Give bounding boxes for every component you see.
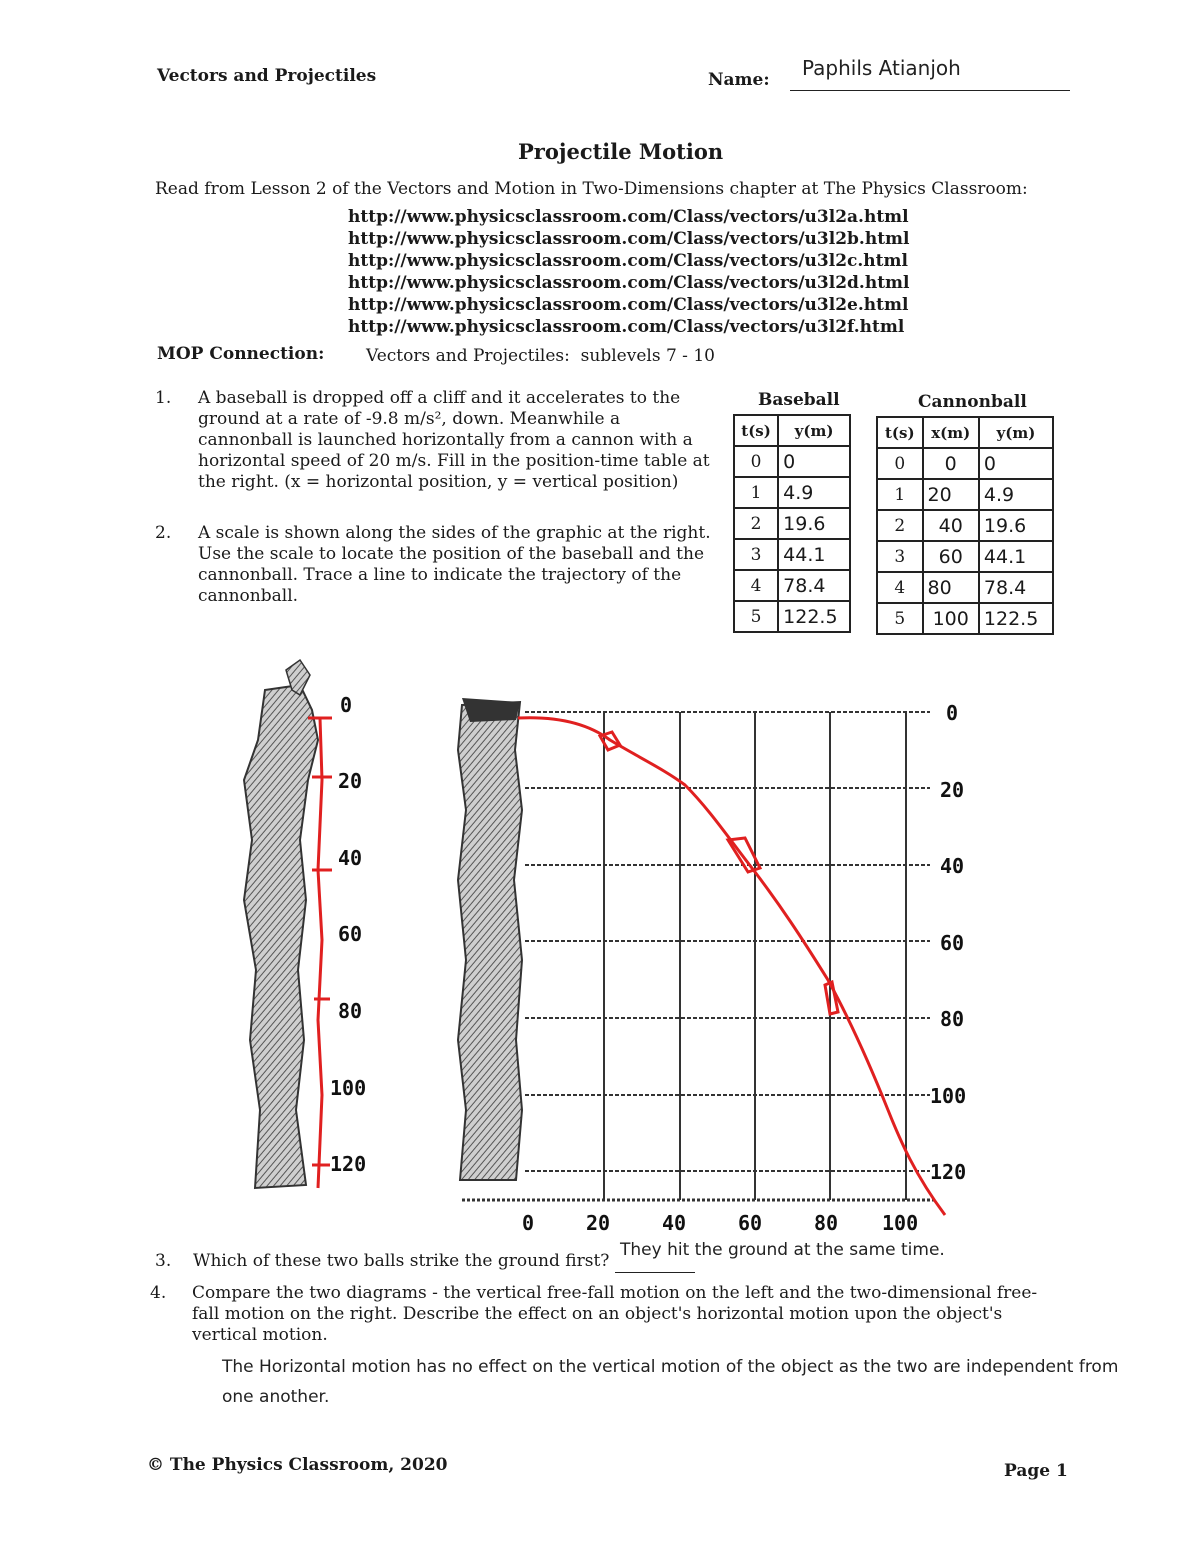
scale-label: 60 <box>940 931 965 955</box>
table-cell[interactable]: 0 <box>778 446 850 477</box>
table-cell: 3 <box>734 539 778 570</box>
q3-number: 3. <box>155 1251 172 1271</box>
table-cell[interactable]: 40 <box>923 510 979 541</box>
intro-text: Read from Lesson 2 of the Vectors and Motion in Two-Dimensions chapter at The Physics Classroom: <box>155 179 1028 199</box>
scale-label: 100 <box>882 1211 919 1235</box>
table-cell: 5 <box>734 601 778 632</box>
table-cell[interactable]: 44.1 <box>778 539 850 570</box>
table-header: y(m) <box>778 415 850 446</box>
table-cell: 2 <box>877 510 923 541</box>
baseball-trajectory[interactable] <box>308 718 332 1188</box>
q1-line: ground at a rate of -9.8 m/s², down. Meanwhile a <box>198 409 621 429</box>
page-number: Page 1 <box>1004 1461 1068 1481</box>
table-cell: 0 <box>877 448 923 479</box>
scale-label: 40 <box>338 846 363 870</box>
table-cell[interactable]: 0 <box>979 448 1053 479</box>
q4-answer-line: The Horizontal motion has no effect on the vertical motion of the object as the two are independent from <box>222 1357 1119 1377</box>
right-cliff <box>458 698 522 1180</box>
table-cell[interactable]: 122.5 <box>979 603 1053 634</box>
scale-label: 80 <box>940 1007 965 1031</box>
scale-label: 40 <box>940 854 965 878</box>
scale-label: 0 <box>946 701 959 725</box>
scale-label: 60 <box>738 1211 763 1235</box>
q3-answer[interactable]: They hit the ground at the same time. <box>620 1240 945 1260</box>
baseball-table <box>733 414 851 633</box>
table-cell[interactable]: 19.6 <box>778 508 850 539</box>
q1-text <box>198 388 710 493</box>
q2-line: cannonball. <box>198 586 299 606</box>
q3-text: Which of these two balls strike the ground first? <box>193 1251 610 1271</box>
cannonball-trajectory[interactable] <box>518 718 945 1215</box>
mop-label: MOP Connection: <box>157 344 325 364</box>
table-cell[interactable]: 60 <box>923 541 979 572</box>
table-header: t(s) <box>734 415 778 446</box>
q4-line: Compare the two diagrams - the vertical free-fall motion on the left and the two-dimensional free- <box>192 1283 1038 1303</box>
scale-label: 80 <box>814 1211 839 1235</box>
name-underline <box>790 90 1070 91</box>
table-cell: 5 <box>877 603 923 634</box>
url-link[interactable]: http://www.physicsclassroom.com/Class/vectors/u3l2a.html <box>348 207 909 227</box>
q3-underline <box>615 1272 695 1273</box>
q1-number: 1. <box>155 388 172 408</box>
header-title: Vectors and Projectiles <box>157 66 377 86</box>
left-cliff <box>244 660 318 1188</box>
table-cell[interactable]: 44.1 <box>979 541 1053 572</box>
left-scale <box>330 693 366 1176</box>
table-cell: 1 <box>734 477 778 508</box>
table-cell[interactable]: 100 <box>923 603 979 634</box>
q4-line: fall motion on the right. Describe the effect on an object's horizontal motion upon the object's <box>192 1304 1003 1324</box>
q4-text <box>192 1283 1037 1346</box>
scale-label: 20 <box>586 1211 611 1235</box>
table-header: t(s) <box>877 417 923 448</box>
grid <box>462 712 935 1200</box>
table-cell: 0 <box>734 446 778 477</box>
q1-line: cannonball is launched horizontally from a cannon with a <box>198 430 693 450</box>
url-link[interactable]: http://www.physicsclassroom.com/Class/vectors/u3l2d.html <box>348 273 910 293</box>
table-cell[interactable]: 4.9 <box>778 477 850 508</box>
table-cell: 3 <box>877 541 923 572</box>
url-link[interactable]: http://www.physicsclassroom.com/Class/vectors/u3l2c.html <box>348 251 908 271</box>
q2-number: 2. <box>155 523 172 543</box>
copyright: © The Physics Classroom, 2020 <box>147 1455 448 1475</box>
q2-line: Use the scale to locate the position of the baseball and the <box>198 544 704 564</box>
scale-label: 20 <box>338 769 363 793</box>
cannonball-table <box>876 416 1054 635</box>
table-header: y(m) <box>979 417 1053 448</box>
q4-number: 4. <box>150 1283 167 1303</box>
baseball-table-title: Baseball <box>758 390 840 410</box>
scale-label: 100 <box>930 1084 967 1108</box>
scale-label: 0 <box>522 1211 535 1235</box>
table-cell: 1 <box>877 479 923 510</box>
x-scale <box>522 1211 918 1235</box>
table-cell[interactable]: 80 <box>923 572 979 603</box>
q2-text <box>198 523 711 607</box>
table-cell[interactable]: 20 <box>923 479 979 510</box>
q4-answer-line: one another. <box>222 1387 330 1407</box>
table-cell[interactable]: 122.5 <box>778 601 850 632</box>
q1-line: the right. (x = horizontal position, y = vertical position) <box>198 472 679 492</box>
url-link[interactable]: http://www.physicsclassroom.com/Class/vectors/u3l2e.html <box>348 295 909 315</box>
table-cell[interactable]: 4.9 <box>979 479 1053 510</box>
table-cell: 2 <box>734 508 778 539</box>
scale-label: 80 <box>338 999 363 1023</box>
right-scale <box>930 701 966 1184</box>
q4-line: vertical motion. <box>192 1325 328 1345</box>
table-cell: 4 <box>877 572 923 603</box>
name-value[interactable]: Paphils Atianjoh <box>802 56 961 80</box>
url-link[interactable]: http://www.physicsclassroom.com/Class/vectors/u3l2b.html <box>348 229 910 249</box>
q2-line: A scale is shown along the sides of the graphic at the right. <box>198 523 711 543</box>
scale-label: 40 <box>662 1211 687 1235</box>
page-title: Projectile Motion <box>518 139 724 164</box>
q1-line: horizontal speed of 20 m/s. Fill in the position-time table at <box>198 451 710 471</box>
table-cell: 4 <box>734 570 778 601</box>
cannon-icon <box>462 698 520 722</box>
table-header: x(m) <box>923 417 979 448</box>
name-label: Name: <box>708 70 770 90</box>
scale-label: 100 <box>330 1076 367 1100</box>
cannonball-table-title: Cannonball <box>918 392 1027 412</box>
url-list <box>348 206 910 338</box>
q4-answer[interactable] <box>222 1352 1118 1412</box>
q2-line: cannonball. Trace a line to indicate the trajectory of the <box>198 565 682 585</box>
q1-line: A baseball is dropped off a cliff and it accelerates to the <box>198 388 681 408</box>
url-link[interactable]: http://www.physicsclassroom.com/Class/vectors/u3l2f.html <box>348 317 905 337</box>
mop-value: Vectors and Projectiles: sublevels 7 - 10 <box>366 346 715 366</box>
table-cell[interactable]: 0 <box>923 448 979 479</box>
table-cell[interactable]: 78.4 <box>979 572 1053 603</box>
projectile-diagram <box>0 640 1200 1240</box>
scale-label: 60 <box>338 922 363 946</box>
scale-label: 20 <box>940 778 965 802</box>
scale-label: 0 <box>340 693 353 717</box>
table-cell[interactable]: 78.4 <box>778 570 850 601</box>
scale-label: 120 <box>930 1160 967 1184</box>
table-cell[interactable]: 19.6 <box>979 510 1053 541</box>
scale-label: 120 <box>330 1152 367 1176</box>
